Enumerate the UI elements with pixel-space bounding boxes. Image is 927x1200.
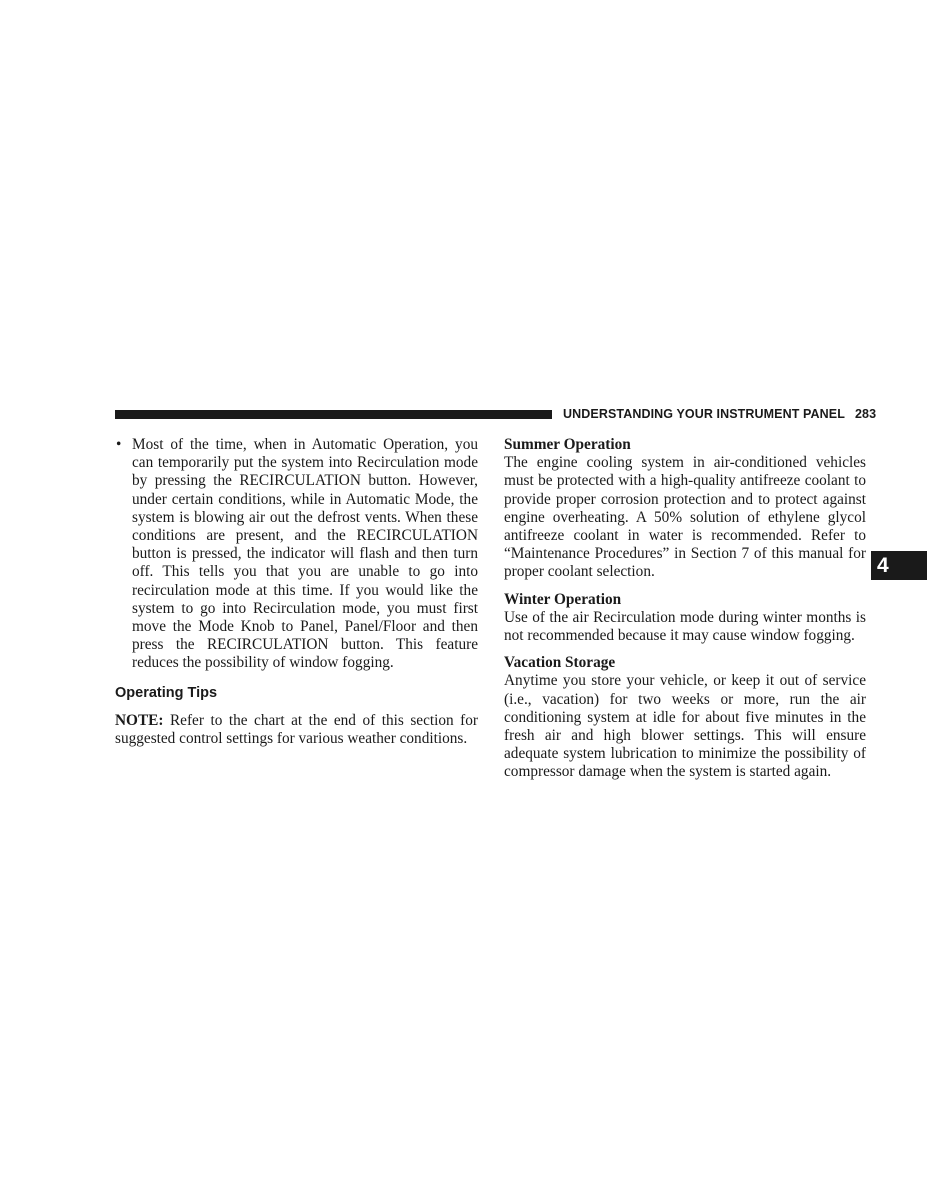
- vacation-storage-heading: Vacation Storage: [504, 654, 616, 672]
- winter-operation-heading: Winter Operation: [504, 590, 622, 608]
- left-column: [115, 436, 478, 748]
- running-header: [563, 407, 876, 421]
- note-label: NOTE:: [115, 711, 164, 729]
- right-column: [504, 436, 866, 791]
- note-paragraph: [115, 712, 478, 748]
- vacation-storage-section: [504, 654, 866, 781]
- bullet-item: [115, 436, 478, 673]
- vacation-storage-text: Anytime you store your vehicle, or keep it out of service (i.e., vacation) for two weeks or more, run the air conditioning system at idle for about five minutes in the fresh air and high blower settings. This will ensure adequate system lubrication to minimize the possibility of compressor damage when the system is started again.: [504, 672, 866, 781]
- summer-operation-text: The engine cooling system in air-conditioned vehicles must be protected with a high-quality antifreeze coolant to provide proper corrosion protection and to protect against engine overheating. A 50% solution of ethylene glycol antifreeze coolant in water is recommended. Refer to “Maintenance Procedures” in Section 7 of this manual for proper coolant selection.: [504, 454, 866, 581]
- winter-operation-text: Use of the air Recirculation mode during winter months is not recommended because it may cause window fogging.: [504, 608, 866, 645]
- operating-tips-heading: Operating Tips: [115, 684, 218, 701]
- header-rule: [115, 410, 552, 419]
- note-text: Refer to the chart at the end of this section for suggested control settings for various weather conditions.: [115, 711, 478, 748]
- summer-operation-section: [504, 436, 866, 582]
- bullet-symbol: •: [116, 436, 122, 453]
- section-tab-label: 4: [877, 554, 889, 577]
- summer-operation-heading: Summer Operation: [504, 436, 631, 453]
- section-tab: [871, 551, 927, 580]
- bullet-text: Most of the time, when in Automatic Operation, you can temporarily put the system into Recirculation mode by pressing the RECIRCULATION button. However, under certain conditions, while in Automatic Mode, the system is blowing air out the defrost vents. When these conditions are present, and the RECIRCULATION button is pressed, the indicator will flash and then turn off. This tells you that you are unable to go into recirculation mode at this time. If you would like the system to go into Recirculation mode, you must first move the Mode Knob to Panel, Panel/Floor and then press the RECIRCULATION button. This feature reduces the possibility of window fogging.: [132, 436, 478, 672]
- header-title: UNDERSTANDING YOUR INSTRUMENT PANEL: [563, 407, 845, 421]
- page-number: 283: [854, 407, 877, 421]
- winter-operation-section: [504, 591, 866, 646]
